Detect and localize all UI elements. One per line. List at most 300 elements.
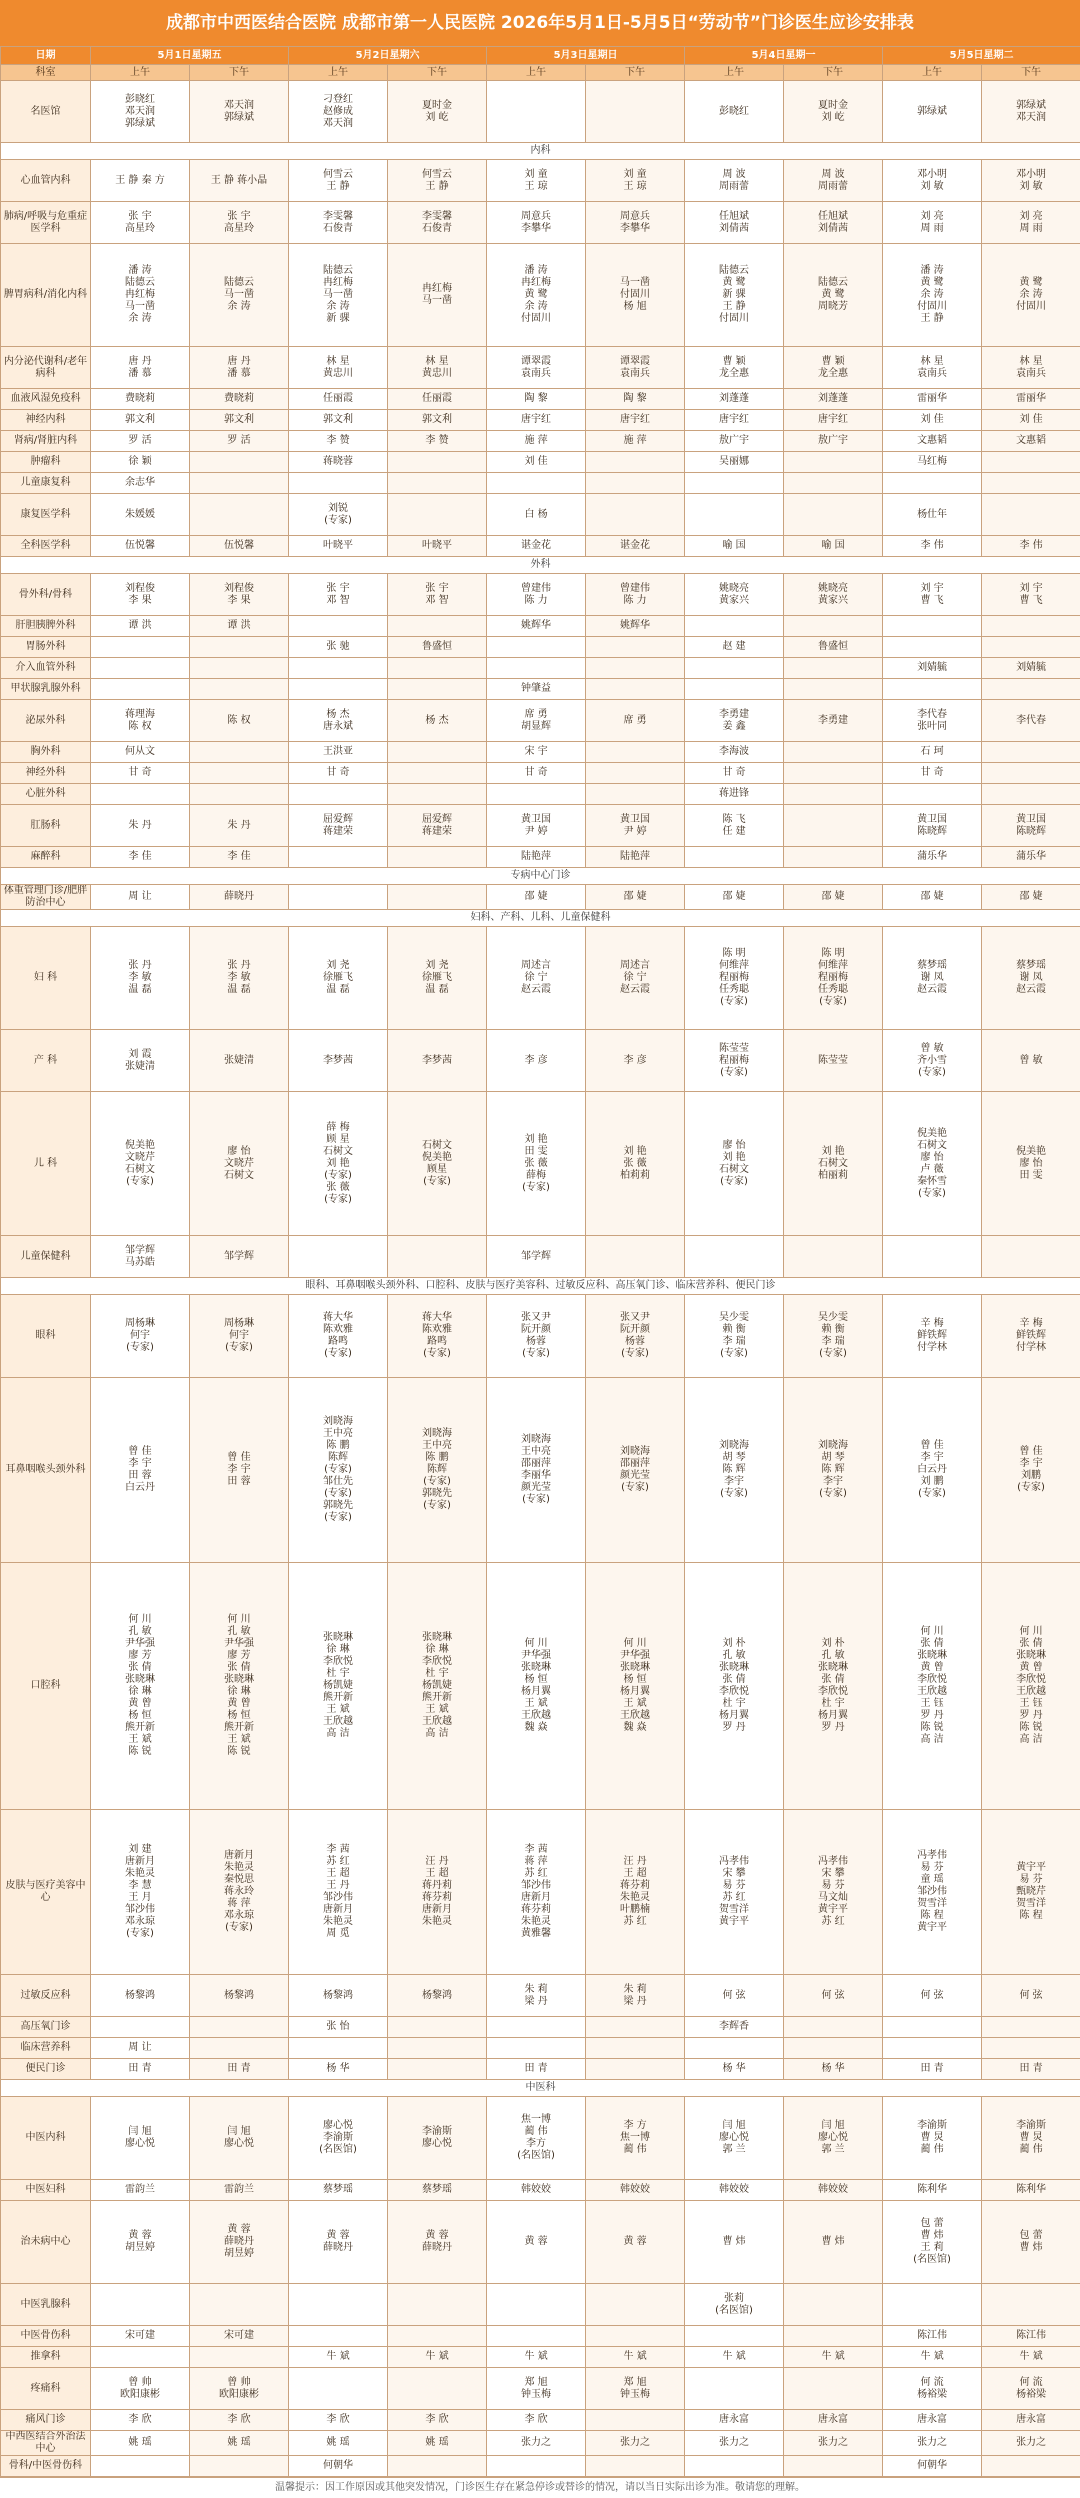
am-doctors-cell: 周意兵 李攀华 — [487, 202, 586, 244]
am-doctors-cell — [289, 2326, 388, 2347]
am-doctors-cell: 张力之 — [883, 2431, 982, 2456]
table-row — [1, 2017, 1080, 2038]
pm-doctors-cell — [190, 2456, 289, 2477]
am-doctors-cell: 牛 斌 — [289, 2347, 388, 2368]
pm-doctors-cell: 蒋大华 陈欢雅 路鸣 (专家) — [388, 1295, 487, 1378]
am-doctors-cell: 刘程俊 李 果 — [91, 574, 190, 616]
am-doctors-cell: 黄卫国 尹 婷 — [487, 805, 586, 847]
section-row — [1, 910, 1080, 927]
pm-doctors-cell: 黄 蓉 薛晓丹 胡昱婷 — [190, 2201, 289, 2284]
am-doctors-cell: 杨黎鸿 — [289, 1975, 388, 2017]
pm-doctors-cell — [586, 1236, 685, 1278]
pm-doctors-cell: 周述言 徐 宁 赵云霞 — [586, 927, 685, 1030]
pm-doctors-cell — [784, 847, 883, 868]
table-row — [1, 742, 1080, 763]
am-doctors-cell: 李海波 — [685, 742, 784, 763]
am-doctors-cell — [487, 658, 586, 679]
table-row — [1, 805, 1080, 847]
am-doctors-cell: 陈 明 何维萍 程丽梅 任秀聪 (专家) — [685, 927, 784, 1030]
am-doctors-cell — [685, 2456, 784, 2477]
pm-doctors-cell — [586, 2284, 685, 2326]
am-doctors-cell — [883, 2017, 982, 2038]
am-doctors-cell — [289, 473, 388, 494]
pm-doctors-cell: 郭文利 — [190, 410, 289, 431]
pm-doctors-cell — [784, 2017, 883, 2038]
am-doctors-cell: 唐宇红 — [487, 410, 586, 431]
am-doctors-cell: 蒋大华 陈欢雅 路鸣 (专家) — [289, 1295, 388, 1378]
am-doctors-cell: 李 伟 — [883, 536, 982, 557]
am-doctors-cell — [91, 637, 190, 658]
dept-name: 痛风门诊 — [1, 2410, 91, 2431]
pm-doctors-cell: 邵 婕 — [982, 885, 1080, 910]
am-doctors-cell: 周述言 徐 宁 赵云霞 — [487, 927, 586, 1030]
pm-doctors-cell: 罗 活 — [190, 431, 289, 452]
pm-doctors-cell: 冯孝伟 宋 攀 易 芬 马文灿 黄宇平 苏 红 — [784, 1810, 883, 1975]
table-row — [1, 784, 1080, 805]
pm-doctors-cell — [388, 2038, 487, 2059]
pm-doctors-cell: 张力之 — [982, 2431, 1080, 2456]
am-doctors-cell — [685, 2038, 784, 2059]
section-title: 妇科、产科、儿科、儿童保健科 — [1, 910, 1080, 927]
am-doctors-cell: 任丽霞 — [289, 389, 388, 410]
pm-doctors-cell: 姚 瑶 — [388, 2431, 487, 2456]
dept-name: 肿瘤科 — [1, 452, 91, 473]
pm-doctors-cell — [784, 1236, 883, 1278]
pm-doctors-cell: 刘 尧 徐雁飞 温 磊 — [388, 927, 487, 1030]
footer-note: 温馨提示：因工作原因或其他突发情况，门诊医生存在紧急停诊或替诊的情况，请以当日实际出诊为准。敬请您的理解。 — [0, 2477, 1080, 2498]
am-doctors-cell: 谌金花 — [487, 536, 586, 557]
dept-name: 名医馆 — [1, 81, 91, 143]
pm-doctors-cell — [190, 452, 289, 473]
dept-name: 泌尿外科 — [1, 700, 91, 742]
pm-doctors-cell: 伍悦馨 — [190, 536, 289, 557]
pm-doctors-cell: 姚 瑶 — [190, 2431, 289, 2456]
date-header: 5月3日星期日 — [487, 47, 685, 65]
dept-name: 临床营养科 — [1, 2038, 91, 2059]
pm-doctors-cell — [784, 763, 883, 784]
pm-doctors-cell — [586, 637, 685, 658]
am-doctors-cell: 喻 国 — [685, 536, 784, 557]
am-doctors-cell: 甘 奇 — [883, 763, 982, 784]
dept-name: 中医乳腺科 — [1, 2284, 91, 2326]
pm-doctors-cell: 陈莹莹 — [784, 1030, 883, 1092]
pm-doctors-cell — [982, 2017, 1080, 2038]
dept-name: 耳鼻咽喉头颈外科 — [1, 1378, 91, 1563]
am-doctors-cell: 廖 怡 刘 艳 石树文 (专家) — [685, 1092, 784, 1236]
dept-name: 神经内科 — [1, 410, 91, 431]
am-doctors-cell: 薛 梅 顾 星 石树文 刘 艳 (专家) 张 薇 (专家) — [289, 1092, 388, 1236]
dept-name: 康复医学科 — [1, 494, 91, 536]
pm-doctors-cell: 曹 炜 — [784, 2201, 883, 2284]
pm-doctors-cell: 任丽霞 — [388, 389, 487, 410]
pm-doctors-cell: 宋可建 — [190, 2326, 289, 2347]
pm-doctors-cell: 何 川 张 倩 张晓琳 黄 曾 李欣悦 王欣越 王 钰 罗 丹 陈 锐 高 洁 — [982, 1563, 1080, 1810]
am-doctors-cell: 周 让 — [91, 885, 190, 910]
pm-doctors-cell: 牛 斌 — [586, 2347, 685, 2368]
am-doctors-cell: 何朝华 — [883, 2456, 982, 2477]
am-doctors-cell — [685, 679, 784, 700]
am-doctors-cell: 韩姣姣 — [487, 2180, 586, 2201]
pm-doctors-cell: 李梦茜 — [388, 1030, 487, 1092]
table-row — [1, 410, 1080, 431]
pm-doctors-cell — [388, 2456, 487, 2477]
am-doctors-cell: 甘 奇 — [289, 763, 388, 784]
am-doctors-cell: 何雪云 王 静 — [289, 160, 388, 202]
am-doctors-cell: 李 佳 — [91, 847, 190, 868]
pm-label: 下午 — [982, 65, 1080, 81]
pm-doctors-cell: 辛 梅 鲜铁辉 付学林 — [982, 1295, 1080, 1378]
pm-doctors-cell: 陈利华 — [982, 2180, 1080, 2201]
am-doctors-cell: 甘 奇 — [487, 763, 586, 784]
am-doctors-cell: 赵 建 — [685, 637, 784, 658]
am-doctors-cell: 刘 霞 张婕清 — [91, 1030, 190, 1092]
table-row — [1, 1378, 1080, 1563]
dept-name: 胸外科 — [1, 742, 91, 763]
am-doctors-cell: 李勇建 姜 鑫 — [685, 700, 784, 742]
am-doctors-cell: 林 星 袁南兵 — [883, 347, 982, 389]
pm-doctors-cell — [586, 2059, 685, 2080]
am-doctors-cell: 刘 尧 徐雁飞 温 磊 — [289, 927, 388, 1030]
pm-doctors-cell — [982, 2038, 1080, 2059]
pm-doctors-cell — [586, 2456, 685, 2477]
am-doctors-cell: 刘锐 (专家) — [289, 494, 388, 536]
section-title: 内科 — [1, 143, 1080, 160]
am-doctors-cell: 宋 宇 — [487, 742, 586, 763]
pm-doctors-cell: 吴少雯 赖 衡 李 瑞 (专家) — [784, 1295, 883, 1378]
pm-doctors-cell: 刘晓海 邵丽萍 颜光莹 (专家) — [586, 1378, 685, 1563]
am-doctors-cell: 陈江伟 — [883, 2326, 982, 2347]
am-doctors-cell — [883, 473, 982, 494]
pm-doctors-cell: 邓小明 刘 敏 — [982, 160, 1080, 202]
am-doctors-cell — [685, 658, 784, 679]
pm-doctors-cell: 雷丽华 — [982, 389, 1080, 410]
pm-doctors-cell: 姚晓亮 黄家兴 — [784, 574, 883, 616]
am-doctors-cell: 刘 宇 曹 飞 — [883, 574, 982, 616]
pm-doctors-cell — [586, 679, 685, 700]
pm-doctors-cell: 陈 权 — [190, 700, 289, 742]
am-doctors-cell: 敖广宇 — [685, 431, 784, 452]
session-header-row — [1, 65, 1080, 81]
pm-doctors-cell: 韩姣姣 — [784, 2180, 883, 2201]
dept-name: 中医妇科 — [1, 2180, 91, 2201]
am-doctors-cell: 冯孝伟 易 芬 童 瑶 邹沙伟 贺雪洋 陈 程 黄宇平 — [883, 1810, 982, 1975]
dept-name: 推拿科 — [1, 2347, 91, 2368]
pm-doctors-cell: 李 欣 — [388, 2410, 487, 2431]
am-doctors-cell — [487, 637, 586, 658]
dept-name: 儿童保健科 — [1, 1236, 91, 1278]
am-doctors-cell: 陆艳萍 — [487, 847, 586, 868]
dept-name: 胃肠外科 — [1, 637, 91, 658]
am-doctors-cell: 王 静 秦 方 — [91, 160, 190, 202]
am-doctors-cell: 蔡梦瑶 谢 凤 赵云霞 — [883, 927, 982, 1030]
pm-doctors-cell — [586, 2017, 685, 2038]
pm-doctors-cell — [586, 2326, 685, 2347]
am-doctors-cell: 曾建伟 陈 力 — [487, 574, 586, 616]
pm-doctors-cell: 陈 明 何维萍 程丽梅 任秀聪 (专家) — [784, 927, 883, 1030]
am-doctors-cell — [91, 2347, 190, 2368]
am-doctors-cell: 曾 佳 李 宇 白云丹 刘 鹏 (专家) — [883, 1378, 982, 1563]
pm-doctors-cell — [784, 616, 883, 637]
pm-doctors-cell — [190, 637, 289, 658]
am-doctors-cell: 蒋理海 陈 权 — [91, 700, 190, 742]
pm-doctors-cell: 张晓琳 徐 琳 李欣悦 杜 宇 杨凯婕 熊开新 王 斌 王欣越 高 洁 — [388, 1563, 487, 1810]
pm-doctors-cell: 汪 丹 王 超 蒋丹莉 蒋芬莉 唐新月 朱艳灵 — [388, 1810, 487, 1975]
am-doctors-cell: 余志华 — [91, 473, 190, 494]
pm-doctors-cell: 曹 颖 龙全惠 — [784, 347, 883, 389]
pm-doctors-cell: 刘 童 王 琼 — [586, 160, 685, 202]
am-doctors-cell: 闫 旭 廖心悦 郭 兰 — [685, 2097, 784, 2180]
pm-doctors-cell: 陆德云 马一凿 余 涛 — [190, 244, 289, 347]
pm-doctors-cell — [784, 473, 883, 494]
pm-doctors-cell — [982, 452, 1080, 473]
pm-doctors-cell — [388, 2059, 487, 2080]
pm-doctors-cell — [982, 637, 1080, 658]
pm-doctors-cell — [784, 658, 883, 679]
am-doctors-cell: 刁登红 赵修成 邓天润 — [289, 81, 388, 143]
am-doctors-cell: 唐 丹 潘 慕 — [91, 347, 190, 389]
pm-doctors-cell: 邵 婕 — [784, 885, 883, 910]
page-title: 成都市中西医结合医院 成都市第一人民医院 2026年5月1日-5月5日“劳动节”门诊医生应诊安排表 — [0, 0, 1080, 46]
am-doctors-cell: 陈莹莹 程丽梅 (专家) — [685, 1030, 784, 1092]
am-doctors-cell — [685, 616, 784, 637]
schedule-table — [0, 46, 1080, 2477]
am-doctors-cell: 蒋晓蓉 — [289, 452, 388, 473]
pm-doctors-cell — [388, 847, 487, 868]
am-doctors-cell — [685, 1236, 784, 1278]
pm-doctors-cell — [982, 742, 1080, 763]
am-doctors-cell: 姚 瑶 — [91, 2431, 190, 2456]
pm-doctors-cell: 张婕清 — [190, 1030, 289, 1092]
am-doctors-cell: 田 青 — [883, 2059, 982, 2080]
am-doctors-cell: 周 让 — [91, 2038, 190, 2059]
am-doctors-cell: 刘蓬蓬 — [685, 389, 784, 410]
pm-doctors-cell: 敖广宇 — [784, 431, 883, 452]
section-row — [1, 1278, 1080, 1295]
table-row — [1, 2347, 1080, 2368]
date-label: 日期 — [1, 47, 91, 65]
pm-doctors-cell: 刘婧毓 — [982, 658, 1080, 679]
am-doctors-cell: 曾 敏 齐小雪 (专家) — [883, 1030, 982, 1092]
pm-doctors-cell: 何 川 孔 敏 尹华强 廖 芳 张 倩 张晓琳 徐 琳 黄 曾 杨 恒 熊开新 王 斌 陈 锐 — [190, 1563, 289, 1810]
am-doctors-cell: 李 欣 — [289, 2410, 388, 2431]
table-row — [1, 2368, 1080, 2410]
pm-doctors-cell: 王 静 蒋小晶 — [190, 160, 289, 202]
dept-name: 骨外科/骨科 — [1, 574, 91, 616]
am-doctors-cell: 谭翠霞 袁南兵 — [487, 347, 586, 389]
am-doctors-cell — [883, 784, 982, 805]
am-label: 上午 — [91, 65, 190, 81]
am-doctors-cell: 邹学辉 — [487, 1236, 586, 1278]
table-row — [1, 1295, 1080, 1378]
am-doctors-cell: 黄卫国 陈晓辉 — [883, 805, 982, 847]
am-doctors-cell — [289, 847, 388, 868]
pm-doctors-cell: 邹学辉 — [190, 1236, 289, 1278]
pm-doctors-cell: 林 星 袁南兵 — [982, 347, 1080, 389]
pm-doctors-cell — [586, 473, 685, 494]
am-doctors-cell: 陆德云 冉红梅 马一凿 余 涛 新 骒 — [289, 244, 388, 347]
table-row — [1, 2456, 1080, 2477]
pm-doctors-cell — [388, 494, 487, 536]
pm-doctors-cell: 杨 华 — [784, 2059, 883, 2080]
dept-label: 科室 — [1, 65, 91, 81]
table-row — [1, 452, 1080, 473]
am-doctors-cell — [91, 658, 190, 679]
am-doctors-cell: 杨 杰 唐永斌 — [289, 700, 388, 742]
am-doctors-cell: 韩姣姣 — [685, 2180, 784, 2201]
pm-doctors-cell: 杨 杰 — [388, 700, 487, 742]
am-doctors-cell — [487, 2456, 586, 2477]
date-header: 5月4日星期一 — [685, 47, 883, 65]
am-doctors-cell: 田 青 — [91, 2059, 190, 2080]
pm-doctors-cell — [388, 1236, 487, 1278]
am-doctors-cell: 杨黎鸿 — [91, 1975, 190, 2017]
am-doctors-cell: 何 弦 — [883, 1975, 982, 2017]
am-doctors-cell: 甘 奇 — [685, 763, 784, 784]
pm-doctors-cell: 唐新月 朱艳灵 秦悦思 蒋永玲 蒋 萍 邓永琼 (专家) — [190, 1810, 289, 1975]
am-doctors-cell — [91, 2284, 190, 2326]
pm-doctors-cell — [586, 81, 685, 143]
am-doctors-cell: 刘 朴 孔 敏 张晓琳 张 倩 李欣悦 杜 宇 杨月翼 罗 丹 — [685, 1563, 784, 1810]
am-doctors-cell: 李 欣 — [91, 2410, 190, 2431]
am-doctors-cell: 牛 斌 — [883, 2347, 982, 2368]
am-doctors-cell: 郭文利 — [289, 410, 388, 431]
pm-label: 下午 — [388, 65, 487, 81]
pm-doctors-cell: 郑 旭 钟玉梅 — [586, 2368, 685, 2410]
pm-doctors-cell — [190, 2284, 289, 2326]
am-doctors-cell: 席 勇 胡显辉 — [487, 700, 586, 742]
am-doctors-cell: 张 驰 — [289, 637, 388, 658]
am-doctors-cell: 潘 涛 陆德云 冉红梅 马一凿 余 涛 — [91, 244, 190, 347]
pm-doctors-cell — [784, 679, 883, 700]
pm-doctors-cell: 牛 斌 — [982, 2347, 1080, 2368]
am-doctors-cell: 黄 蓉 胡昱婷 — [91, 2201, 190, 2284]
am-doctors-cell: 张 宇 高星玲 — [91, 202, 190, 244]
am-doctors-cell: 叶晓平 — [289, 536, 388, 557]
table-row — [1, 679, 1080, 700]
am-doctors-cell: 彭晓红 — [685, 81, 784, 143]
am-doctors-cell: 李渝斯 曹 炅 蔺 伟 — [883, 2097, 982, 2180]
table-row — [1, 536, 1080, 557]
am-doctors-cell: 何 川 孔 敏 尹华强 廖 芳 张 倩 张晓琳 徐 琳 黄 曾 杨 恒 熊开新 王 斌 陈 锐 — [91, 1563, 190, 1810]
pm-doctors-cell: 黄 蓉 — [586, 2201, 685, 2284]
date-header: 5月2日星期六 — [289, 47, 487, 65]
pm-doctors-cell — [784, 742, 883, 763]
pm-doctors-cell: 汪 丹 王 超 蒋芬莉 朱艳灵 叶鹏楠 苏 红 — [586, 1810, 685, 1975]
am-doctors-cell: 辛 梅 鲜铁辉 付学林 — [883, 1295, 982, 1378]
table-row — [1, 1975, 1080, 2017]
pm-doctors-cell — [586, 763, 685, 784]
am-doctors-cell — [487, 2326, 586, 2347]
table-row — [1, 347, 1080, 389]
pm-doctors-cell: 李 伟 — [982, 536, 1080, 557]
am-doctors-cell: 何 川 尹华强 张晓琳 杨 恒 杨月翼 王 斌 王欣越 魏 焱 — [487, 1563, 586, 1810]
table-row — [1, 927, 1080, 1030]
am-doctors-cell — [289, 2038, 388, 2059]
am-doctors-cell: 刘 建 唐新月 朱艳灵 李 慧 王 月 邹沙伟 邓永琼 (专家) — [91, 1810, 190, 1975]
pm-doctors-cell: 刘 亮 周 雨 — [982, 202, 1080, 244]
pm-doctors-cell: 韩姣姣 — [586, 2180, 685, 2201]
am-doctors-cell: 牛 斌 — [487, 2347, 586, 2368]
table-row — [1, 700, 1080, 742]
pm-doctors-cell: 李 方 焦一博 蔺 伟 — [586, 2097, 685, 2180]
table-row — [1, 2097, 1080, 2180]
table-row — [1, 1810, 1080, 1975]
am-doctors-cell: 李雯馨 石俊青 — [289, 202, 388, 244]
am-doctors-cell: 陈 飞 任 建 — [685, 805, 784, 847]
am-doctors-cell: 张又尹 阮开颜 杨蓉 (专家) — [487, 1295, 586, 1378]
am-doctors-cell: 曹 颖 龙全惠 — [685, 347, 784, 389]
am-doctors-cell: 邓小明 刘 敏 — [883, 160, 982, 202]
am-doctors-cell: 何 弦 — [685, 1975, 784, 2017]
section-row — [1, 868, 1080, 885]
pm-doctors-cell: 朱 莉 梁 丹 — [586, 1975, 685, 2017]
am-doctors-cell: 牛 斌 — [685, 2347, 784, 2368]
am-doctors-cell: 刘婧毓 — [883, 658, 982, 679]
table-row — [1, 2326, 1080, 2347]
am-doctors-cell: 郭文利 — [91, 410, 190, 431]
table-row — [1, 2431, 1080, 2456]
pm-label: 下午 — [784, 65, 883, 81]
dept-name: 内分泌代谢科/老年病科 — [1, 347, 91, 389]
table-row — [1, 1030, 1080, 1092]
am-doctors-cell: 周杨琳 何宇 (专家) — [91, 1295, 190, 1378]
dept-name: 便民门诊 — [1, 2059, 91, 2080]
pm-doctors-cell: 谭翠霞 袁南兵 — [586, 347, 685, 389]
am-doctors-cell — [91, 679, 190, 700]
pm-doctors-cell: 曾 帅 欧阳康彬 — [190, 2368, 289, 2410]
pm-doctors-cell: 夏时金 刘 屹 — [784, 81, 883, 143]
am-doctors-cell: 李梦茜 — [289, 1030, 388, 1092]
am-doctors-cell — [91, 2017, 190, 2038]
am-doctors-cell: 郑 旭 钟玉梅 — [487, 2368, 586, 2410]
pm-doctors-cell: 刘 艳 石树文 柏丽莉 — [784, 1092, 883, 1236]
dept-name: 肺病/呼吸与危重症医学科 — [1, 202, 91, 244]
am-doctors-cell: 陆德云 黄 鹭 新 骒 王 静 付固川 — [685, 244, 784, 347]
am-doctors-cell: 蔡梦瑶 — [289, 2180, 388, 2201]
pm-doctors-cell: 石树文 倪美艳 顾星 (专家) — [388, 1092, 487, 1236]
am-doctors-cell: 蒲乐华 — [883, 847, 982, 868]
am-doctors-cell — [289, 2284, 388, 2326]
am-doctors-cell: 黄 蓉 — [487, 2201, 586, 2284]
am-doctors-cell: 刘晓海 王中亮 邵丽萍 李丽华 颜光莹 (专家) — [487, 1378, 586, 1563]
pm-doctors-cell — [784, 2368, 883, 2410]
am-doctors-cell: 曾 佳 李 宇 田 蓉 白云丹 — [91, 1378, 190, 1563]
table-row — [1, 637, 1080, 658]
pm-doctors-cell: 何 川 尹华强 张晓琳 杨 恒 杨月翼 王 斌 王欣越 魏 焱 — [586, 1563, 685, 1810]
am-doctors-cell: 屈爱辉 蒋建荣 — [289, 805, 388, 847]
dept-name: 脾胃病科/消化内科 — [1, 244, 91, 347]
table-row — [1, 847, 1080, 868]
pm-doctors-cell: 曾建伟 陈 力 — [586, 574, 685, 616]
pm-doctors-cell: 何 流 杨裕梁 — [982, 2368, 1080, 2410]
am-doctors-cell: 倪美艳 石树文 廖 怡 卢 薇 秦怀雪 (专家) — [883, 1092, 982, 1236]
pm-doctors-cell: 闫 旭 廖心悦 郭 兰 — [784, 2097, 883, 2180]
am-doctors-cell: 潘 涛 黄 鹭 余 涛 付固川 王 静 — [883, 244, 982, 347]
am-doctors-cell: 冯孝伟 宋 攀 易 芬 苏 红 贺雪洋 黄宇平 — [685, 1810, 784, 1975]
am-doctors-cell: 张莉 (名医馆) — [685, 2284, 784, 2326]
am-doctors-cell: 姚辉华 — [487, 616, 586, 637]
pm-doctors-cell — [784, 2326, 883, 2347]
pm-doctors-cell: 田 青 — [982, 2059, 1080, 2080]
am-doctors-cell: 何朝华 — [289, 2456, 388, 2477]
pm-doctors-cell — [982, 679, 1080, 700]
am-doctors-cell: 刘 童 王 琼 — [487, 160, 586, 202]
am-doctors-cell: 唐宇红 — [685, 410, 784, 431]
pm-doctors-cell: 席 勇 — [586, 700, 685, 742]
pm-doctors-cell — [982, 2284, 1080, 2326]
pm-doctors-cell — [586, 658, 685, 679]
pm-doctors-cell: 张力之 — [784, 2431, 883, 2456]
